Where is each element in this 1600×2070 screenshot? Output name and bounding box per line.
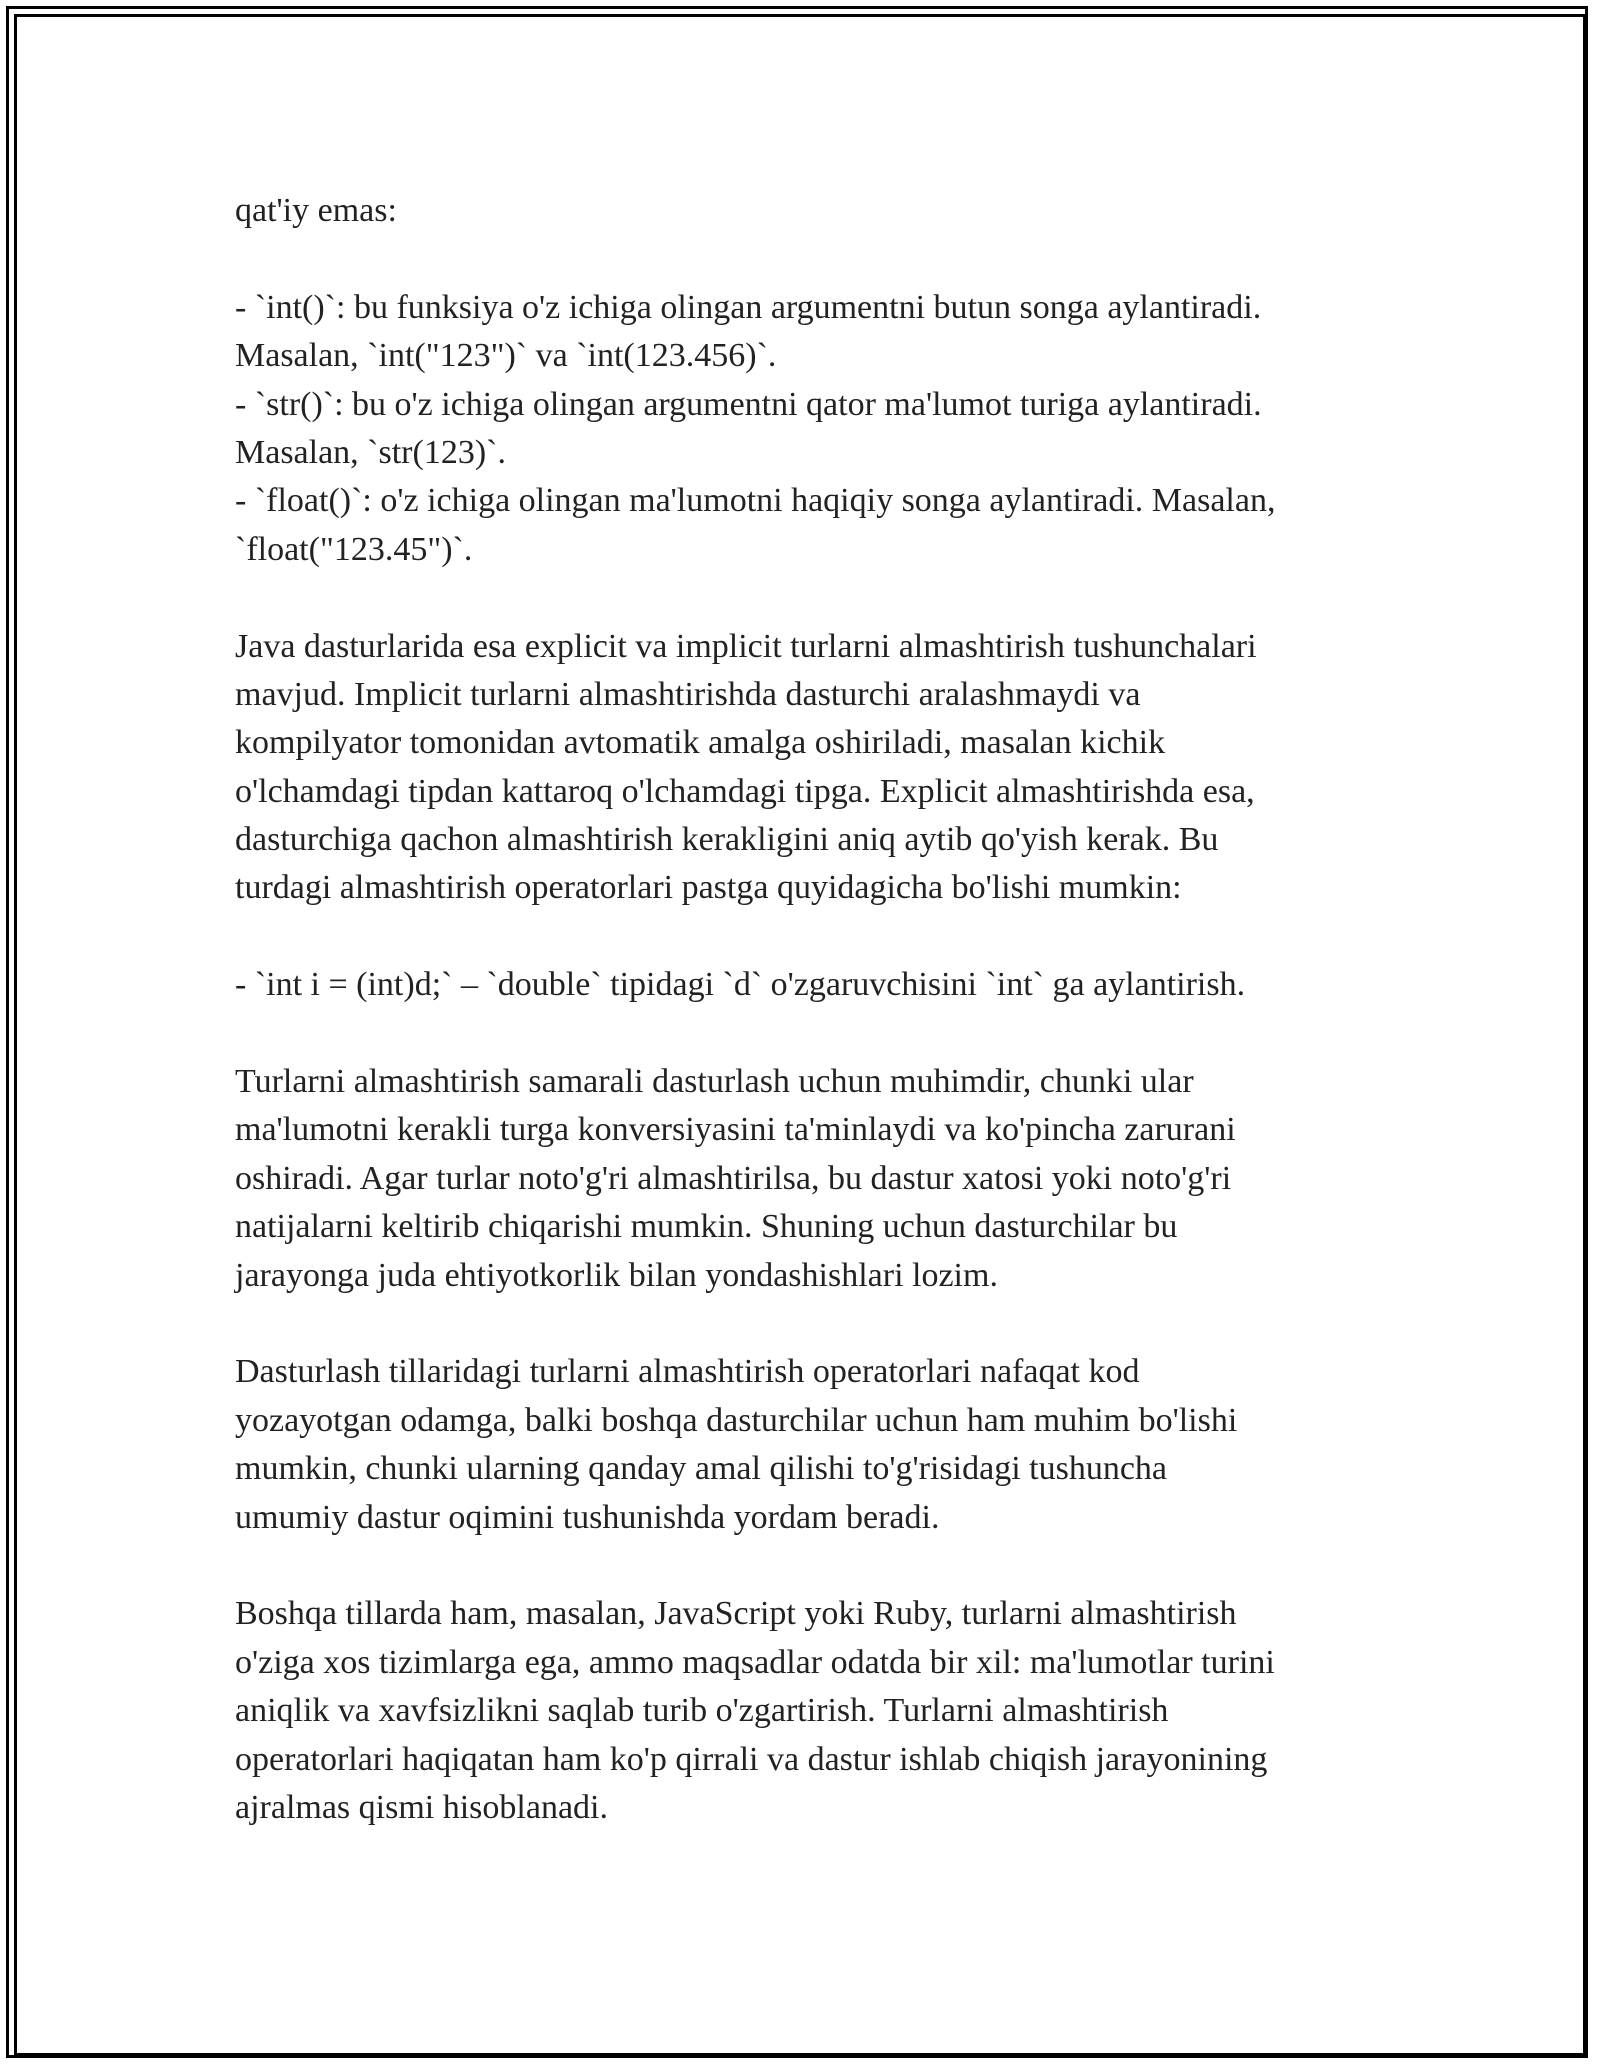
text-line: Dasturlash tillaridagi turlarni almashtirish operatorlari nafaqat kod	[235, 1353, 1140, 1391]
text-line: Masalan, `int("123")` va `int(123.456)`.	[235, 337, 777, 375]
text-line: natijalarni keltirib chiqarishi mumkin. Shuning uchun dasturchilar bu	[235, 1208, 1178, 1246]
text-line: - `int()`: bu funksiya o'z ichiga olingan argumentni butun songa aylantiradi.	[235, 288, 1262, 326]
paragraph-gap	[235, 235, 1375, 283]
python-conversion-list	[235, 284, 1375, 574]
paragraph-intro	[235, 187, 1375, 235]
text-line: Masalan, `str(123)`.	[235, 433, 506, 471]
paragraph-gap	[235, 574, 1375, 622]
text-line: mavjud. Implicit turlarni almashtirishda dasturchi aralashmaydi va	[235, 675, 1141, 713]
text-line: Turlarni almashtirish samarali dasturlash uchun muhimdir, chunki ular	[235, 1063, 1194, 1101]
paragraph-gap	[235, 1300, 1375, 1348]
text-line: qat'iy emas:	[235, 192, 397, 229]
text-line: oshiradi. Agar turlar noto'g'ri almashtirilsa, bu dastur xatosi yoki noto'g'ri	[235, 1159, 1232, 1197]
paragraph-operators	[235, 1348, 1375, 1542]
paragraph-gap	[235, 913, 1375, 961]
paragraph-importance	[235, 1058, 1375, 1300]
text-line: ma'lumotni kerakli turga konversiyasini ta'minlaydi va ko'pincha zarurani	[235, 1111, 1236, 1149]
paragraph-gap	[235, 1010, 1375, 1058]
text-line: yozayotgan odamga, balki boshqa dasturchilar uchun ham muhim bo'lishi	[235, 1401, 1238, 1439]
text-line: - `str()`: bu o'z ichiga olingan argumentni qator ma'lumot turiga aylantiradi.	[235, 385, 1262, 423]
text-line: aniqlik va xavfsizlikni saqlab turib o'zgartirish. Turlarni almashtirish	[235, 1692, 1169, 1730]
text-line: operatorlari haqiqatan ham ko'p qirrali va dastur ishlab chiqish jarayonining	[235, 1740, 1268, 1778]
text-line: turdagi almashtirish operatorlari pastga quyidagicha bo'lishi mumkin:	[235, 869, 1182, 907]
paragraph-gap	[235, 1542, 1375, 1590]
text-line: umumiy dastur oqimini tushunishda yordam beradi.	[235, 1498, 940, 1536]
text-line: - `int i = (int)d;` – `double` tipidagi `d` o'zgaruvchisini `int` ga aylantirish.	[235, 966, 1246, 1004]
text-line: o'ziga xos tizimlarga ega, ammo maqsadlar odatda bir xil: ma'lumotlar turini	[235, 1643, 1275, 1681]
text-line: - `float()`: o'z ichiga olingan ma'lumotni haqiqiy songa aylantiradi. Masalan,	[235, 482, 1276, 520]
text-line: o'lchamdagi tipdan kattaroq o'lchamdagi tipga. Explicit almashtirishda esa,	[235, 772, 1255, 810]
text-line: `float("123.45")`.	[235, 530, 473, 568]
text-line: Java dasturlarida esa explicit va implicit turlarni almashtirish tushunchalari	[235, 627, 1257, 665]
text-line: kompilyator tomonidan avtomatik amalga oshiriladi, masalan kichik	[235, 724, 1166, 762]
java-cast-example	[235, 961, 1375, 1009]
text-line: Boshqa tillarda ham, masalan, JavaScript yoki Ruby, turlarni almashtirish	[235, 1595, 1237, 1633]
document-text	[235, 187, 1375, 1832]
text-line: mumkin, chunki ularning qanday amal qilishi to'g'risidagi tushuncha	[235, 1450, 1167, 1488]
text-line: dasturchiga qachon almashtirish kerakligini aniq aytib qo'yish kerak. Bu	[235, 821, 1219, 859]
paragraph-other-languages	[235, 1590, 1375, 1832]
paragraph-java	[235, 623, 1375, 913]
text-line: ajralmas qismi hisoblanadi.	[235, 1788, 608, 1826]
text-line: jarayonga juda ehtiyotkorlik bilan yondashishlari lozim.	[235, 1256, 998, 1294]
